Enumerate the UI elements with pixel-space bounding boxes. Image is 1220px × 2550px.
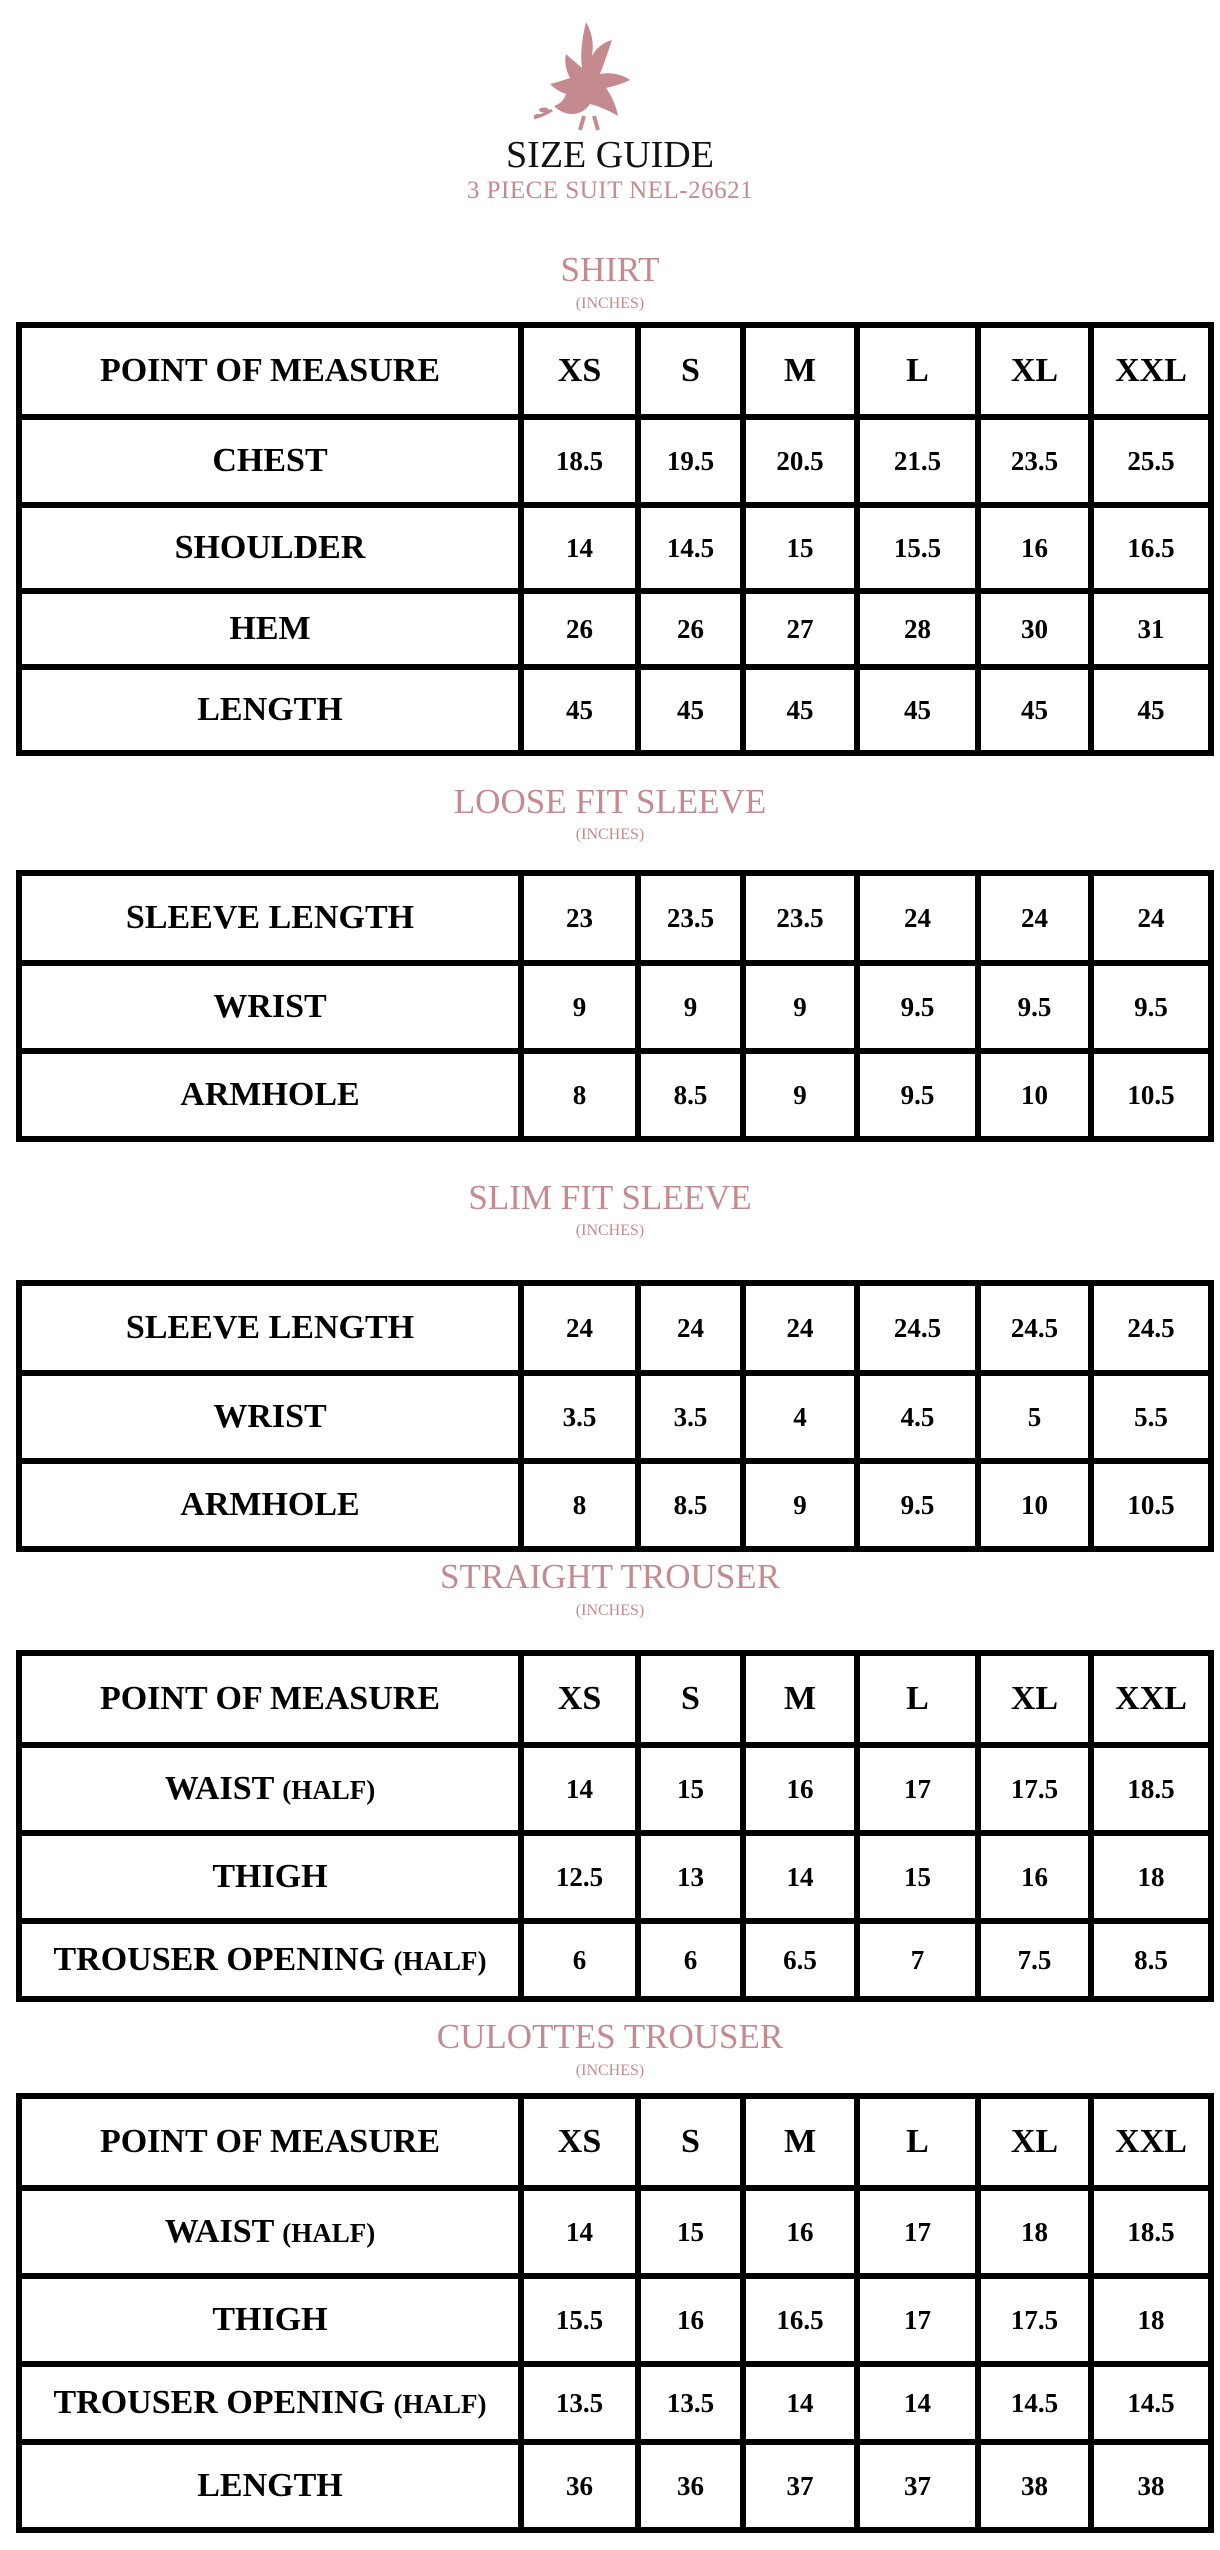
row-label: SHOULDER bbox=[19, 505, 521, 591]
header-size: M bbox=[743, 1653, 857, 1745]
cell-value: 14 bbox=[743, 1833, 857, 1921]
cell-value: 9.5 bbox=[1091, 963, 1211, 1051]
header-size: XL bbox=[978, 2096, 1091, 2188]
cell-value: 9 bbox=[521, 963, 638, 1051]
loose-fit-sleeve-size-table bbox=[16, 870, 1214, 1142]
cell-value: 15 bbox=[638, 2188, 743, 2276]
cell-value: 16 bbox=[978, 1833, 1091, 1921]
cell-value: 36 bbox=[521, 2442, 638, 2530]
section-title-straight-trouser: STRAIGHT TROUSER bbox=[439, 1557, 780, 1596]
row-label-text: WAIST bbox=[164, 2213, 274, 2250]
cell-value: 12.5 bbox=[521, 1833, 638, 1921]
table-row bbox=[19, 2364, 1211, 2442]
table-header-row bbox=[19, 2096, 1211, 2188]
table-row bbox=[19, 505, 1211, 591]
row-label-suffix: (HALF) bbox=[282, 1775, 376, 1805]
cell-value: 14.5 bbox=[638, 505, 743, 591]
cell-value: 5 bbox=[978, 1373, 1091, 1461]
cell-value: 16 bbox=[743, 1745, 857, 1833]
cell-value: 24 bbox=[743, 1283, 857, 1373]
cell-value: 36 bbox=[638, 2442, 743, 2530]
header-size: XS bbox=[521, 325, 638, 417]
cell-value: 8 bbox=[521, 1461, 638, 1549]
table-row bbox=[19, 1833, 1211, 1921]
row-label bbox=[19, 1921, 521, 1999]
row-label-text: TROUSER OPENING bbox=[53, 2384, 386, 2421]
cell-value: 37 bbox=[857, 2442, 978, 2530]
header-size: S bbox=[638, 1653, 743, 1745]
section-title-slim-fit-sleeve: SLIM FIT SLEEVE bbox=[468, 1178, 752, 1217]
header-size: XS bbox=[521, 1653, 638, 1745]
cell-value: 25.5 bbox=[1091, 417, 1211, 505]
cell-value: 15 bbox=[638, 1745, 743, 1833]
cell-value: 7.5 bbox=[978, 1921, 1091, 1999]
cell-value: 9 bbox=[743, 1051, 857, 1139]
cell-value: 5.5 bbox=[1091, 1373, 1211, 1461]
header-size: S bbox=[638, 325, 743, 417]
cell-value: 6.5 bbox=[743, 1921, 857, 1999]
section-title-culottes-trouser: CULOTTES TROUSER bbox=[436, 2017, 784, 2056]
cell-value: 9 bbox=[743, 1461, 857, 1549]
section-unit-shirt: (INCHES) bbox=[575, 295, 645, 312]
row-label: SLEEVE LENGTH bbox=[19, 873, 521, 963]
straight-trouser-size-table bbox=[16, 1650, 1214, 2002]
cell-value: 20.5 bbox=[743, 417, 857, 505]
header-label: POINT OF MEASURE bbox=[19, 2096, 521, 2188]
cell-value: 37 bbox=[743, 2442, 857, 2530]
row-label: LENGTH bbox=[19, 667, 521, 753]
cell-value: 45 bbox=[521, 667, 638, 753]
cell-value: 21.5 bbox=[857, 417, 978, 505]
section-unit-culottes-trouser: (INCHES) bbox=[575, 2062, 645, 2079]
cell-value: 24 bbox=[521, 1283, 638, 1373]
slim-fit-sleeve-size-table bbox=[16, 1280, 1214, 1552]
cell-value: 17 bbox=[857, 1745, 978, 1833]
cell-value: 10.5 bbox=[1091, 1461, 1211, 1549]
cell-value: 18 bbox=[978, 2188, 1091, 2276]
header-label: POINT OF MEASURE bbox=[19, 325, 521, 417]
cell-value: 24 bbox=[857, 873, 978, 963]
cell-value: 9.5 bbox=[857, 1051, 978, 1139]
cell-value: 18.5 bbox=[1091, 1745, 1211, 1833]
table-row bbox=[19, 1283, 1211, 1373]
dove-logo-icon bbox=[534, 18, 644, 138]
cell-value: 30 bbox=[978, 591, 1091, 667]
table-row bbox=[19, 873, 1211, 963]
cell-value: 14.5 bbox=[978, 2364, 1091, 2442]
cell-value: 10 bbox=[978, 1051, 1091, 1139]
cell-value: 13.5 bbox=[521, 2364, 638, 2442]
cell-value: 17.5 bbox=[978, 2276, 1091, 2364]
cell-value: 45 bbox=[1091, 667, 1211, 753]
cell-value: 17 bbox=[857, 2188, 978, 2276]
table-row bbox=[19, 667, 1211, 753]
header-size: L bbox=[857, 325, 978, 417]
cell-value: 14 bbox=[857, 2364, 978, 2442]
cell-value: 15 bbox=[857, 1833, 978, 1921]
cell-value: 31 bbox=[1091, 591, 1211, 667]
cell-value: 18.5 bbox=[521, 417, 638, 505]
row-label: CHEST bbox=[19, 417, 521, 505]
row-label: LENGTH bbox=[19, 2442, 521, 2530]
cell-value: 8.5 bbox=[638, 1461, 743, 1549]
row-label-text: WAIST bbox=[164, 1770, 274, 1807]
cell-value: 23.5 bbox=[743, 873, 857, 963]
cell-value: 9 bbox=[743, 963, 857, 1051]
table-row bbox=[19, 1921, 1211, 1999]
table-row bbox=[19, 1051, 1211, 1139]
header-size: XS bbox=[521, 2096, 638, 2188]
cell-value: 19.5 bbox=[638, 417, 743, 505]
row-label: WRIST bbox=[19, 963, 521, 1051]
table-header-row bbox=[19, 325, 1211, 417]
cell-value: 9.5 bbox=[857, 1461, 978, 1549]
cell-value: 14 bbox=[521, 505, 638, 591]
table-row bbox=[19, 1745, 1211, 1833]
cell-value: 10 bbox=[978, 1461, 1091, 1549]
header-size: XXL bbox=[1091, 2096, 1211, 2188]
cell-value: 4 bbox=[743, 1373, 857, 1461]
cell-value: 6 bbox=[521, 1921, 638, 1999]
table-row bbox=[19, 1373, 1211, 1461]
cell-value: 45 bbox=[743, 667, 857, 753]
cell-value: 24.5 bbox=[1091, 1283, 1211, 1373]
cell-value: 16 bbox=[743, 2188, 857, 2276]
table-row bbox=[19, 2276, 1211, 2364]
cell-value: 24 bbox=[1091, 873, 1211, 963]
table-row bbox=[19, 417, 1211, 505]
cell-value: 9.5 bbox=[857, 963, 978, 1051]
table-row bbox=[19, 963, 1211, 1051]
row-label bbox=[19, 2364, 521, 2442]
header-size: XXL bbox=[1091, 1653, 1211, 1745]
product-subtitle: 3 PIECE SUIT NEL-26621 bbox=[466, 177, 754, 204]
header-size: XL bbox=[978, 1653, 1091, 1745]
table-header-row bbox=[19, 1653, 1211, 1745]
cell-value: 45 bbox=[978, 667, 1091, 753]
cell-value: 10.5 bbox=[1091, 1051, 1211, 1139]
cell-value: 17.5 bbox=[978, 1745, 1091, 1833]
cell-value: 26 bbox=[521, 591, 638, 667]
cell-value: 26 bbox=[638, 591, 743, 667]
cell-value: 8 bbox=[521, 1051, 638, 1139]
row-label-suffix: (HALF) bbox=[393, 2389, 487, 2419]
culottes-trouser-size-table bbox=[16, 2093, 1214, 2533]
cell-value: 13 bbox=[638, 1833, 743, 1921]
cell-value: 18 bbox=[1091, 2276, 1211, 2364]
section-unit-slim-fit-sleeve: (INCHES) bbox=[575, 1222, 645, 1239]
cell-value: 3.5 bbox=[638, 1373, 743, 1461]
cell-value: 9.5 bbox=[978, 963, 1091, 1051]
cell-value: 38 bbox=[1091, 2442, 1211, 2530]
cell-value: 24.5 bbox=[978, 1283, 1091, 1373]
row-label: THIGH bbox=[19, 2276, 521, 2364]
cell-value: 3.5 bbox=[521, 1373, 638, 1461]
cell-value: 23 bbox=[521, 873, 638, 963]
header-size: L bbox=[857, 2096, 978, 2188]
cell-value: 23.5 bbox=[978, 417, 1091, 505]
cell-value: 16.5 bbox=[1091, 505, 1211, 591]
header-size: XXL bbox=[1091, 325, 1211, 417]
cell-value: 24 bbox=[978, 873, 1091, 963]
shirt-size-table bbox=[16, 322, 1214, 756]
cell-value: 15 bbox=[743, 505, 857, 591]
section-unit-straight-trouser: (INCHES) bbox=[575, 1602, 645, 1619]
cell-value: 8.5 bbox=[638, 1051, 743, 1139]
row-label: SLEEVE LENGTH bbox=[19, 1283, 521, 1373]
cell-value: 28 bbox=[857, 591, 978, 667]
row-label-text: TROUSER OPENING bbox=[53, 1941, 386, 1978]
row-label: ARMHOLE bbox=[19, 1051, 521, 1139]
cell-value: 7 bbox=[857, 1921, 978, 1999]
cell-value: 8.5 bbox=[1091, 1921, 1211, 1999]
table-row bbox=[19, 1461, 1211, 1549]
cell-value: 6 bbox=[638, 1921, 743, 1999]
section-title-shirt: SHIRT bbox=[560, 250, 660, 289]
cell-value: 16 bbox=[978, 505, 1091, 591]
cell-value: 16 bbox=[638, 2276, 743, 2364]
cell-value: 23.5 bbox=[638, 873, 743, 963]
cell-value: 15.5 bbox=[857, 505, 978, 591]
row-label: HEM bbox=[19, 591, 521, 667]
cell-value: 16.5 bbox=[743, 2276, 857, 2364]
cell-value: 14 bbox=[521, 2188, 638, 2276]
row-label bbox=[19, 2188, 521, 2276]
header-size: M bbox=[743, 2096, 857, 2188]
cell-value: 18.5 bbox=[1091, 2188, 1211, 2276]
row-label: WRIST bbox=[19, 1373, 521, 1461]
cell-value: 14.5 bbox=[1091, 2364, 1211, 2442]
table-row bbox=[19, 591, 1211, 667]
page-title: SIZE GUIDE bbox=[506, 134, 714, 176]
cell-value: 45 bbox=[638, 667, 743, 753]
cell-value: 24 bbox=[638, 1283, 743, 1373]
header-label: POINT OF MEASURE bbox=[19, 1653, 521, 1745]
cell-value: 45 bbox=[857, 667, 978, 753]
cell-value: 38 bbox=[978, 2442, 1091, 2530]
section-unit-loose-fit-sleeve: (INCHES) bbox=[575, 826, 645, 843]
header-size: XL bbox=[978, 325, 1091, 417]
cell-value: 9 bbox=[638, 963, 743, 1051]
header-size: M bbox=[743, 325, 857, 417]
cell-value: 24.5 bbox=[857, 1283, 978, 1373]
cell-value: 4.5 bbox=[857, 1373, 978, 1461]
header-size: L bbox=[857, 1653, 978, 1745]
cell-value: 14 bbox=[743, 2364, 857, 2442]
cell-value: 18 bbox=[1091, 1833, 1211, 1921]
row-label bbox=[19, 1745, 521, 1833]
header-size: S bbox=[638, 2096, 743, 2188]
table-row bbox=[19, 2442, 1211, 2530]
cell-value: 27 bbox=[743, 591, 857, 667]
row-label-suffix: (HALF) bbox=[393, 1946, 487, 1976]
row-label-suffix: (HALF) bbox=[282, 2218, 376, 2248]
row-label: THIGH bbox=[19, 1833, 521, 1921]
cell-value: 17 bbox=[857, 2276, 978, 2364]
cell-value: 13.5 bbox=[638, 2364, 743, 2442]
row-label: ARMHOLE bbox=[19, 1461, 521, 1549]
section-title-loose-fit-sleeve: LOOSE FIT SLEEVE bbox=[453, 782, 767, 821]
cell-value: 15.5 bbox=[521, 2276, 638, 2364]
cell-value: 14 bbox=[521, 1745, 638, 1833]
table-row bbox=[19, 2188, 1211, 2276]
